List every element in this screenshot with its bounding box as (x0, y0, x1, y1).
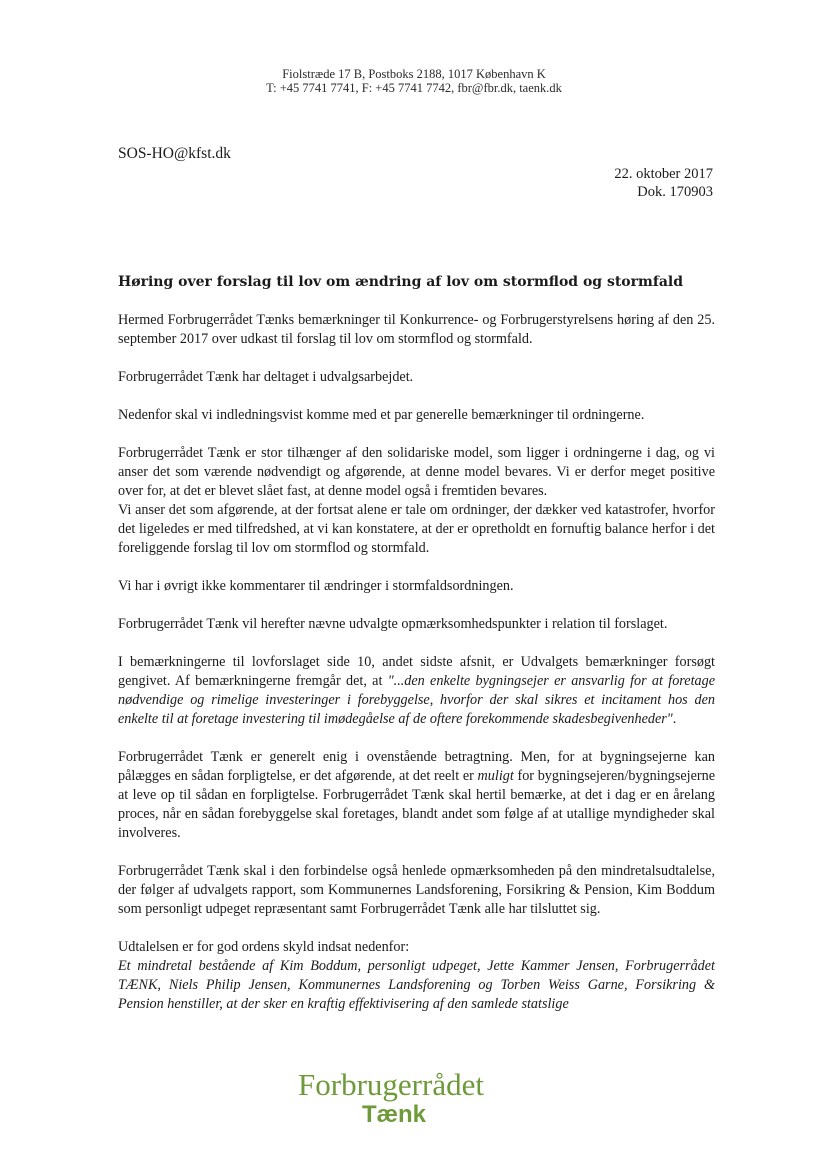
logo-line-2: Tænk (361, 1101, 426, 1128)
paragraph-minority-statement: Forbrugerrådet Tænk skal i den forbindelse også henlede opmærksomheden på den mindretalsudtalelse, der følger af udvalgets rapport, som Kommunernes Landsforening, Forsikring & Pension, Kim Boddum som personligt udpeget repræsentant samt Forbrugerrådet Tænk alle har tilsluttet sig. (118, 863, 715, 917)
paragraph-statement-quote (118, 957, 715, 1014)
paragraph-committee-remarks (118, 653, 715, 729)
agreement-part-a: Forbrugerrådet Tænk er generelt enig i ovenstående betragtning. Men, for at bygningsejerne kan pålægges en sådan forpligtelse, er det afgørende, at det reelt er (118, 749, 715, 784)
committee-remarks-quote: "...den enkelte bygningsejer er ansvarlig for at foretage nødvendige og rimelige investeringer i forebyggelse, hvorfor der skal sikres et incitament hos den enkelte til at foretage investering til imødegåelse af de oftere forekommende skadesbegivenheder" (118, 673, 716, 727)
paragraph-agreement (118, 748, 715, 843)
paragraph-general-remarks: Nedenfor skal vi indledningsvist komme med et par generelle bemærkninger til ordningerne. (118, 407, 645, 423)
date-block (614, 165, 713, 201)
document-reference: Dok. 170903 (637, 184, 713, 200)
committee-remarks-intro: I bemærkningerne til lovforslaget side 10, andet sidste afsnit, er Udvalgets bemærkninger forsøgt gengivet. Af bemærkningerne fremgår det, at (118, 654, 715, 689)
paragraph-solidarity-model: Forbrugerrådet Tænk er stor tilhænger af den solidariske model, som ligger i ordningerne i dag, og vi anser det som værende nødvendigt og afgørende, at denne model bevares. Vi er derfor meget positive over for, at det er blevet slået fast, at denne model også i fremtiden bevares. (118, 445, 715, 499)
letter-title: Høring over forslag til lov om ændring af lov om stormflod og stormfald (118, 274, 684, 290)
paragraph-participation: Forbrugerrådet Tænk har deltaget i udvalgsarbejdet. (118, 369, 414, 385)
letterhead (0, 67, 828, 95)
letterhead-address: Fiolstræde 17 B, Postboks 2188, 1017 København K (282, 67, 546, 81)
agreement-part-b: for bygningsejeren/bygningsejerne at leve op til sådan en forpligtelse. Forbrugerrådet Tænk skal hertil bemærke, at det i dag er en årelang proces, når en sådan forebyggelse skal foretages, blandt andet som følge af at utallige myndigheder skal involveres. (118, 768, 715, 841)
agreement-emphasis: muligt (477, 768, 514, 784)
statement-quote: Et mindretal bestående af Kim Boddum, personligt udpeget, Jette Kammer Jensen, Forbrugerrådet TÆNK, Niels Philip Jensen, Kommunernes Landsforening og Torben Weiss Garne, Forsikring & Pension henstiller, at der sker en kraftig effektivisering af den samlede statslige (118, 958, 715, 1012)
letterhead-contact: T: +45 7741 7741, F: +45 7741 7742, fbr@fbr.dk, taenk.dk (266, 81, 562, 95)
logo-line-1: Forbrugerrådet (298, 1067, 484, 1102)
forbrugerraadet-taenk-logo (0, 1068, 782, 1128)
paragraph-catastrophe-coverage: Vi anser det som afgørende, at der fortsat alene er tale om ordninger, der dækker ved katastrofer, hvorfor det ligeledes er med tilfredshed, at vi kan konstatere, at der er opretholdt en fornuftig balance herfor i det foreliggende forslag til lov om stormflod og stormfald. (118, 502, 715, 556)
paragraph-attention-points: Forbrugerrådet Tænk vil herefter nævne udvalgte opmærksomhedspunkter i relation til forslaget. (118, 616, 668, 632)
committee-remarks-end: . (672, 711, 677, 727)
paragraph-statement-intro: Udtalelsen er for god ordens skyld indsat nedenfor: (118, 939, 410, 955)
paragraph-storm-felling: Vi har i øvrigt ikke kommentarer til ændringer i stormfaldsordningen. (118, 578, 514, 594)
letter-body (118, 311, 715, 1014)
letter-date: 22. oktober 2017 (614, 166, 713, 182)
recipient-email: SOS-HO@kfst.dk (118, 145, 231, 162)
paragraph-intro: Hermed Forbrugerrådet Tænks bemærkninger til Konkurrence- og Forbrugerstyrelsens høring af den 25. september 2017 over udkast til forslag til lov om stormflod og stormfald. (118, 312, 715, 347)
